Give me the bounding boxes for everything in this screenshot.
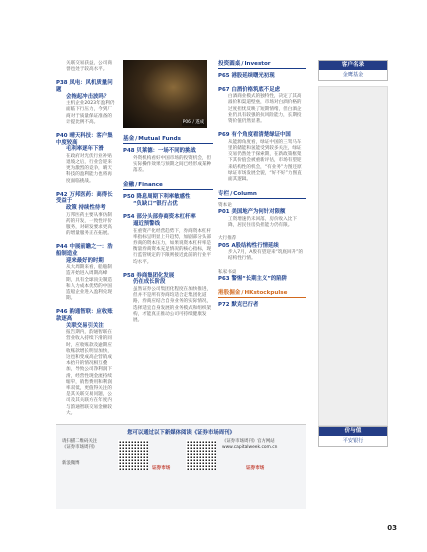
article-entry[interactable] (218, 270, 306, 283)
section-name: 基金 (123, 136, 135, 142)
article-title[interactable] (56, 192, 116, 212)
article-page-number: P38 (56, 80, 68, 87)
article-headline: 警惕“长期主义”的陷阱 (231, 275, 288, 282)
article-page-number: P63 (218, 275, 230, 282)
article-summary: 外资机构看好中国市场的投资机会，但实际操作效果与预期之间已经形成某种落差。 (133, 155, 212, 173)
article-summary: 在政府对光伏行业补贴退坡之后，行业会迎来更为激烈的竞争，晴天科技的盈利能力也将再度面临挑战。 (66, 153, 112, 184)
footer-right-caption (222, 439, 304, 451)
article-title[interactable] (218, 302, 306, 309)
article-page-number: P65 (218, 73, 230, 79)
article-title[interactable] (218, 276, 306, 283)
article-title[interactable] (218, 209, 306, 216)
cover-photo (123, 60, 207, 128)
article-subtitle: “负缺口”银行占优 (133, 200, 178, 207)
article-headline: 贝莱德：一场不同的挑战 (136, 148, 196, 154)
article-page-number: P05 (218, 242, 230, 249)
article-subtitle: 迎来最好的时期 (66, 257, 104, 264)
article-summary: 步入7月，A股有望迎来“筑底回升”的结构性行情。 (228, 250, 304, 262)
article-entry[interactable] (56, 133, 116, 185)
article-summary: 白酒商业模式的独特性，决定了其高溢价和渠道壁垒，市场对白酒价格的过度担忧反映了短期情绪，但白酒企业仍具有较强的抗风险能力，长期投资价值仍然显著。 (228, 94, 302, 124)
column-a-entries (56, 80, 116, 417)
article-summary: 从能源角度看，绿证中国的三驾马车里的储能和氢能受到较多关注，绿证交易仍然处于探索期，在新政策框架下其价值会被重新评估，市场有望迎来结构性的机会，“有业务”力图还原绿证市场发展全貌，“好不好”力图直面其逻辑。 (228, 139, 302, 183)
article-title[interactable] (218, 132, 306, 139)
left-caption-line1: 请扫描二维码关注 (62, 439, 98, 444)
article-headline: 晴天科技：客户集中度较高 (56, 133, 113, 146)
article-title[interactable] (56, 309, 116, 329)
article-headline: A股结构性行情延续 (231, 242, 279, 249)
section-separator: / (135, 136, 138, 142)
article-entry[interactable] (218, 132, 306, 183)
article-page-number: P54 (123, 214, 135, 221)
section-header (218, 190, 306, 199)
price-value-item: 平安银行 (342, 438, 364, 444)
column-b-sections (123, 135, 213, 324)
footer-mid-logo: 证券市场 (152, 466, 171, 471)
article-title[interactable] (56, 133, 116, 153)
article-entry[interactable] (218, 203, 306, 229)
right-caption-line1: 《证券市场周刊》官方网站 (222, 439, 275, 444)
footer-media-panel (56, 424, 306, 509)
article-entry[interactable] (123, 214, 213, 265)
article-page-number: P01 (218, 209, 230, 216)
article-headline: 中展前瞻之一：浩船制造业 (56, 244, 113, 257)
sidebar-blank-area (318, 86, 388, 426)
column-c-sections (218, 60, 306, 309)
intro-text: 关联交易获益，公司商誉也处于较高水平。 (66, 61, 112, 73)
section-name-en: HKstockpulse (244, 290, 288, 297)
article-entry[interactable] (56, 244, 116, 302)
client-list-item: 金鹰基金 (342, 72, 364, 78)
article-summary: 万邦医药主要从事仿制药的开发，一致性评价服务，对研发要求更高的增量服务正在拓展。 (66, 212, 112, 237)
footer-right-logo: 证券市场 (246, 466, 265, 471)
intro-entry (56, 61, 116, 73)
article-title[interactable] (218, 87, 306, 94)
article-subtitle: 逼近预警线 (133, 220, 160, 227)
article-summary: 工资增速仍未回落，房价收入比下降，居民住房负担能力仍有限。 (228, 217, 297, 229)
column-author: 私家书桌 (218, 269, 237, 275)
article-summary: 主机企业2023年盈利仍面临下行压力，今到厂商对于质量保证准备的计提比例不高。 (66, 101, 115, 125)
article-headline: 万邦医药：高得长受益于 (56, 191, 113, 205)
article-headline: 部分头部券商资本杠杆率 (136, 214, 196, 221)
article-entry[interactable] (56, 192, 116, 238)
article-title[interactable] (123, 148, 213, 155)
section-name: 专栏 (218, 191, 230, 198)
column-author: 大行推荐 (218, 236, 237, 242)
left-caption-line3: 新浪微博 (62, 461, 80, 466)
section-name-en: Mutual Funds (138, 136, 181, 142)
client-list-title: 客户名录 (319, 61, 387, 70)
section-separator: / (241, 61, 244, 67)
article-title[interactable] (123, 194, 213, 207)
article-entry[interactable] (123, 273, 213, 324)
column-author: 资本论 (218, 203, 232, 209)
section-header (218, 289, 306, 298)
photo-caption: P06 / 遂成 (182, 119, 204, 125)
section-name: 港股掘金 (218, 290, 241, 297)
article-summary: 从大周期来看，船舶制造开始进入周期高峰期，具有全球顶尖制造和人力成本优势的中国造船企业进入盈利兑现期。 (66, 265, 112, 302)
article-entry[interactable] (218, 73, 306, 80)
article-entry[interactable] (56, 80, 116, 126)
article-page-number: P50 (123, 194, 135, 201)
section-separator: / (135, 182, 138, 189)
article-entry[interactable] (218, 87, 306, 126)
article-summary: 在重资产化经营趋势下，券商资本杠杆率指标呈明显上升趋势，加剧部分头部券商的资本压力，如果说资本杠杆率是衡量券商资本充足情况的核心指标，现行监管规定的下限则接近此前的行业平均水平。 (133, 228, 212, 265)
article-subtitle: 政策 持续性待考 (66, 204, 106, 211)
column-b (123, 60, 213, 331)
article-headline: 降息周期下利率敏感性 (136, 194, 191, 201)
section-header (218, 60, 306, 69)
section-name-en: Finance (138, 182, 163, 189)
left-caption-line2: 《证券市场周刊》 (62, 445, 98, 450)
column-a (56, 60, 116, 424)
section-name-en: Column (233, 191, 257, 198)
article-title[interactable] (123, 273, 213, 286)
price-value-title: 价与值 (319, 427, 387, 436)
article-headline: 凤电：风机质量问题 (56, 80, 113, 93)
article-page-number: P46 (56, 309, 68, 316)
section-header (123, 181, 213, 190)
article-entry[interactable] (123, 148, 213, 174)
article-summary: 报告期内，韵通智联在营业收入持续下滑的同时，应收账款及逾期应收账款增长明显加快，这也和变成高企营销成本抬升的情况相互叠加，导致公司净利润下滑，经营性现金流持续缩窄，销售费用和利润率双低，更值得关注的是其关联交易问题，公司及其关联方在年度内与韵通智联交易金额较大。 (66, 330, 112, 416)
article-title[interactable] (218, 243, 306, 250)
section-separator: / (241, 290, 244, 297)
article-entry[interactable] (218, 236, 306, 262)
weibo-qr-code (118, 440, 148, 470)
client-list-box (318, 60, 388, 81)
article-summary: 虽然证券公司集团化程度在加快推进，但并不是所有券商均适合走集团化道路，券商应结合自身业务的实际情况，选择适宜自身发展的业务模式和组织架构，才能真正推动公司可持续健康发展。 (133, 286, 212, 323)
article-entry[interactable] (218, 302, 306, 309)
article-headline: 港股延续曙光初现 (231, 73, 275, 79)
article-headline: 韵通智联：应收账款逐高 (56, 309, 113, 322)
article-subtitle: 仍在成长阶段 (133, 279, 166, 286)
article-page-number: P69 (218, 132, 230, 139)
article-subtitle: 关联交易引关注 (66, 322, 104, 329)
article-page-number: P40 (56, 133, 68, 139)
section-name: 投资圆桌 (218, 61, 241, 67)
price-value-box (318, 426, 388, 447)
article-page-number: P48 (123, 148, 135, 154)
article-title[interactable] (56, 244, 116, 264)
right-sidebar (318, 60, 388, 452)
article-subtitle: 会拖起冲击波吗？ (66, 93, 110, 100)
footer-headline: 您可以通过以下新媒体阅读《证券市场周刊》 (127, 430, 235, 436)
article-title[interactable] (56, 80, 116, 100)
article-subtitle: 毛利率逐年下滑 (66, 146, 104, 153)
footer-left-caption (62, 439, 114, 467)
website-link[interactable]: www.capitalweek.com.cn (222, 445, 278, 450)
page-number: 03 (387, 524, 397, 532)
article-entry[interactable] (56, 309, 116, 417)
article-headline: 美国地产为何针对限额 (231, 209, 286, 216)
article-page-number: P44 (56, 244, 68, 251)
article-entry[interactable] (123, 194, 213, 207)
website-qr-code (186, 440, 216, 470)
column-c (218, 60, 306, 316)
section-header (123, 135, 213, 144)
article-page-number: P67 (218, 86, 230, 93)
article-headline: 券商集团化发展 (136, 272, 175, 279)
article-page-number: P58 (123, 272, 135, 279)
article-title[interactable] (218, 73, 306, 80)
article-page-number: P72 (218, 302, 230, 309)
article-title[interactable] (123, 214, 213, 227)
article-headline: 有个角度看清楚绿证中国 (231, 132, 291, 139)
article-headline: 白酒价格筑底不足虑 (231, 86, 280, 93)
section-separator: / (230, 191, 233, 198)
section-name: 金融 (123, 182, 135, 189)
article-page-number: P42 (56, 191, 68, 198)
section-name-en: Investor (244, 61, 271, 67)
article-headline: 默克巴行者 (231, 302, 259, 309)
